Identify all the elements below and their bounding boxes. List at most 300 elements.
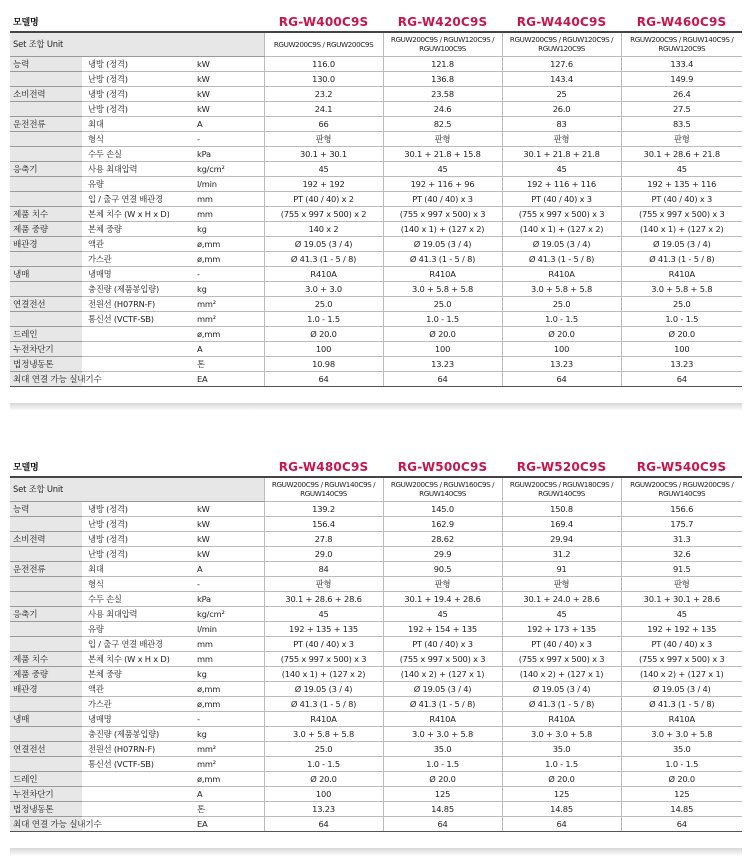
spec-value: 150.8 — [502, 501, 621, 516]
row-category: 누전차단기 — [10, 786, 82, 801]
row-subcategory — [82, 356, 194, 371]
table-row — [10, 206, 742, 221]
spec-value: 64 — [502, 371, 621, 386]
spec-value: 27.8 — [264, 531, 383, 546]
table-row — [10, 71, 742, 86]
table-row — [10, 786, 742, 801]
spec-value: 14.85 — [383, 801, 502, 816]
row-category — [10, 146, 82, 161]
spec-value: 45 — [264, 606, 383, 621]
spec-value: 1.0 - 1.5 — [264, 756, 383, 771]
spec-value: 판형 — [383, 131, 502, 146]
model-name: RG-W480C9S — [264, 457, 383, 477]
spec-value: 25 — [502, 86, 621, 101]
spec-value: (755 x 997 x 500) x 3 — [621, 206, 742, 221]
row-unit: kg — [194, 666, 264, 681]
row-category: 응축기 — [10, 606, 82, 621]
spec-value: 35.0 — [621, 741, 742, 756]
table-row — [10, 116, 742, 131]
spec-value: 1.0 - 1.5 — [621, 311, 742, 326]
spec-value: PT (40 / 40) x 3 — [264, 636, 383, 651]
spec-value: 31.2 — [502, 546, 621, 561]
row-category: 배관경 — [10, 681, 82, 696]
row-unit: mm — [194, 206, 264, 221]
set-unit-value: RGUW200C9S / RGUW140C9S / RGUW140C9S — [264, 477, 383, 501]
table-row — [10, 711, 742, 726]
spec-value: Ø 41.3 (1 - 5 / 8) — [502, 696, 621, 711]
row-subcategory — [82, 771, 194, 786]
spec-value: 83 — [502, 116, 621, 131]
row-unit: mm² — [194, 741, 264, 756]
table-row — [10, 741, 742, 756]
row-category: 응축기 — [10, 161, 82, 176]
row-subcategory: 냉방 (정격) — [82, 56, 194, 71]
row-unit: ø,mm — [194, 771, 264, 786]
table-row — [10, 771, 742, 786]
spec-value: 1.0 - 1.5 — [383, 311, 502, 326]
table-row — [10, 501, 742, 516]
row-subcategory: 수두 손실 — [82, 146, 194, 161]
row-unit: 톤 — [194, 801, 264, 816]
spec-value: 27.5 — [621, 101, 742, 116]
row-subcategory: 냉매명 — [82, 266, 194, 281]
spec-table-2 — [10, 457, 742, 832]
table-row — [10, 606, 742, 621]
row-subcategory: 본체 중량 — [82, 221, 194, 236]
row-unit: - — [194, 576, 264, 591]
spec-value: Ø 19.05 (3 / 4) — [383, 236, 502, 251]
spec-value: (140 x 2) + (127 x 1) — [621, 666, 742, 681]
row-category: 법정냉동톤 — [10, 801, 82, 816]
spec-value: 29.9 — [383, 546, 502, 561]
row-unit: mm² — [194, 311, 264, 326]
spec-value: R410A — [264, 711, 383, 726]
row-subcategory: 입 / 출구 연결 배관경 — [82, 191, 194, 206]
set-unit-value: RGUW200C9S / RGUW120C9S / RGUW100C9S — [383, 32, 502, 56]
spec-value: 13.23 — [621, 356, 742, 371]
row-subcategory: 가스관 — [82, 696, 194, 711]
spec-value: 91.5 — [621, 561, 742, 576]
spec-value: 45 — [383, 606, 502, 621]
row-subcategory: 사용 최대압력 — [82, 161, 194, 176]
row-subcategory: 냉매명 — [82, 711, 194, 726]
spec-value: Ø 20.0 — [621, 326, 742, 341]
table-row — [10, 801, 742, 816]
row-category — [10, 621, 82, 636]
row-category: 소비전력 — [10, 531, 82, 546]
row-subcategory: 최대 — [82, 116, 194, 131]
row-category — [10, 546, 82, 561]
row-unit: kg — [194, 726, 264, 741]
row-unit: kg — [194, 281, 264, 296]
row-unit: ø,mm — [194, 326, 264, 341]
model-name: RG-W500C9S — [383, 457, 502, 477]
spec-value: R410A — [383, 711, 502, 726]
table-row — [10, 636, 742, 651]
row-subcategory: 액관 — [82, 681, 194, 696]
spec-value: 30.1 + 24.0 + 28.6 — [502, 591, 621, 606]
row-subcategory: 수두 손실 — [82, 591, 194, 606]
spec-value: 64 — [621, 816, 742, 831]
spec-value: 45 — [383, 161, 502, 176]
row-category: 제품 중량 — [10, 666, 82, 681]
spec-value: 1.0 - 1.5 — [502, 311, 621, 326]
table-row — [10, 176, 742, 191]
row-subcategory — [82, 786, 194, 801]
spec-table-1 — [10, 12, 742, 387]
set-unit-row — [10, 477, 742, 501]
table-row — [10, 266, 742, 281]
row-subcategory: 가스관 — [82, 251, 194, 266]
row-category: 드레인 — [10, 771, 82, 786]
table-row — [10, 696, 742, 711]
spec-value: PT (40 / 40) x 3 — [383, 636, 502, 651]
spec-value: 판형 — [383, 576, 502, 591]
spec-value: 3.0 + 3.0 + 5.8 — [383, 726, 502, 741]
spec-value: 145.0 — [383, 501, 502, 516]
spec-value: (140 x 1) + (127 x 2) — [502, 221, 621, 236]
spec-value: 3.0 + 3.0 + 5.8 — [502, 726, 621, 741]
spec-value: Ø 41.3 (1 - 5 / 8) — [621, 696, 742, 711]
spec-value: PT (40 / 40) x 3 — [621, 636, 742, 651]
spec-value: 90.5 — [383, 561, 502, 576]
spec-value: 100 — [502, 341, 621, 356]
spec-value: Ø 41.3 (1 - 5 / 8) — [264, 696, 383, 711]
row-subcategory: 충진량 (제품봉입량) — [82, 726, 194, 741]
spec-value: PT (40 / 40) x 3 — [621, 191, 742, 206]
spec-value: PT (40 / 40) x 3 — [383, 191, 502, 206]
spec-value: 84 — [264, 561, 383, 576]
table-row — [10, 356, 742, 371]
set-unit-value: RGUW200C9S / RGUW200C9S / RGUW140C9S — [621, 477, 742, 501]
spec-value: 116.0 — [264, 56, 383, 71]
spec-value: 1.0 - 1.5 — [621, 756, 742, 771]
row-category — [10, 311, 82, 326]
spec-value: Ø 41.3 (1 - 5 / 8) — [383, 696, 502, 711]
table-row — [10, 146, 742, 161]
spec-value: 24.6 — [383, 101, 502, 116]
row-unit: kg/cm² — [194, 161, 264, 176]
model-name-label: 모델명 — [10, 12, 264, 32]
row-unit: - — [194, 266, 264, 281]
spec-value: 192 + 192 — [264, 176, 383, 191]
row-subcategory: 최대 — [82, 561, 194, 576]
table-row — [10, 56, 742, 71]
spec-value: 31.3 — [621, 531, 742, 546]
header-row — [10, 12, 742, 32]
spec-value: 30.1 + 30.1 + 28.6 — [621, 591, 742, 606]
row-subcategory: 난방 (정격) — [82, 516, 194, 531]
set-unit-label: Set 조합 Unit — [10, 32, 264, 56]
spec-value: PT (40 / 40) x 3 — [502, 191, 621, 206]
row-unit: kW — [194, 56, 264, 71]
spec-value: 45 — [264, 161, 383, 176]
spec-value: Ø 41.3 (1 - 5 / 8) — [502, 251, 621, 266]
spec-value: 192 + 135 + 135 — [264, 621, 383, 636]
row-unit: ø,mm — [194, 236, 264, 251]
row-category — [10, 756, 82, 771]
spec-value: 판형 — [502, 131, 621, 146]
table-row — [10, 311, 742, 326]
spec-value: 83.5 — [621, 116, 742, 131]
spec-value: 64 — [502, 816, 621, 831]
model-name-label: 모델명 — [10, 457, 264, 477]
spec-value: 30.1 + 21.8 + 15.8 — [383, 146, 502, 161]
table-row — [10, 726, 742, 741]
row-category: 누전차단기 — [10, 341, 82, 356]
row-unit: mm — [194, 636, 264, 651]
table-row — [10, 666, 742, 681]
row-subcategory: 통신선 (VCTF-SB) — [82, 311, 194, 326]
row-unit: l/min — [194, 176, 264, 191]
row-subcategory — [82, 326, 194, 341]
set-unit-value: RGUW200C9S / RGUW200C9S — [264, 32, 383, 56]
table-1-bottom-shadow — [10, 403, 742, 411]
row-unit: kW — [194, 531, 264, 546]
spec-value: 13.23 — [383, 356, 502, 371]
row-subcategory: 난방 (정격) — [82, 101, 194, 116]
row-unit: A — [194, 341, 264, 356]
spec-value: (140 x 1) + (127 x 2) — [264, 666, 383, 681]
table-row — [10, 681, 742, 696]
row-category — [10, 726, 82, 741]
spec-value: Ø 20.0 — [621, 771, 742, 786]
model-name: RG-W460C9S — [621, 12, 742, 32]
row-category: 냉매 — [10, 711, 82, 726]
spec-value: 100 — [264, 341, 383, 356]
spec-value: (755 x 997 x 500) x 3 — [502, 206, 621, 221]
spec-value: R410A — [383, 266, 502, 281]
spec-value: Ø 19.05 (3 / 4) — [264, 681, 383, 696]
row-category: 냉매 — [10, 266, 82, 281]
row-category — [10, 591, 82, 606]
row-unit: kPa — [194, 591, 264, 606]
set-unit-value: RGUW200C9S / RGUW120C9S / RGUW120C9S — [502, 32, 621, 56]
table-row — [10, 516, 742, 531]
spec-value: 136.8 — [383, 71, 502, 86]
row-unit: ø,mm — [194, 696, 264, 711]
spec-value: 24.1 — [264, 101, 383, 116]
row-subcategory: 유량 — [82, 621, 194, 636]
spec-value: Ø 20.0 — [264, 326, 383, 341]
row-category: 최대 연결 가능 실내기수 — [10, 371, 82, 386]
row-category: 제품 치수 — [10, 206, 82, 221]
row-subcategory: 충진량 (제품봉입량) — [82, 281, 194, 296]
spec-value: 192 + 154 + 135 — [383, 621, 502, 636]
table-row — [10, 281, 742, 296]
row-unit: kW — [194, 516, 264, 531]
spec-value: 25.0 — [264, 741, 383, 756]
row-unit: kg/cm² — [194, 606, 264, 621]
spec-value: 3.0 + 5.8 + 5.8 — [621, 281, 742, 296]
table-row — [10, 251, 742, 266]
row-category — [10, 131, 82, 146]
spec-value: 25.0 — [383, 296, 502, 311]
table-row — [10, 816, 742, 831]
spec-value: 32.6 — [621, 546, 742, 561]
row-subcategory: 입 / 출구 연결 배관경 — [82, 636, 194, 651]
spec-value: 64 — [383, 371, 502, 386]
spec-value: 13.23 — [264, 801, 383, 816]
row-category: 최대 연결 가능 실내기수 — [10, 816, 82, 831]
row-category: 운전전류 — [10, 116, 82, 131]
spec-value: 45 — [621, 606, 742, 621]
spec-value: 3.0 + 5.8 + 5.8 — [502, 281, 621, 296]
spec-value: 30.1 + 30.1 — [264, 146, 383, 161]
spec-value: 판형 — [264, 131, 383, 146]
spec-value: 23.2 — [264, 86, 383, 101]
spec-value: (140 x 2) + (127 x 1) — [502, 666, 621, 681]
row-subcategory — [82, 801, 194, 816]
row-unit: kW — [194, 546, 264, 561]
row-unit: mm — [194, 651, 264, 666]
spec-value: (755 x 997 x 500) x 3 — [502, 651, 621, 666]
table-row — [10, 651, 742, 666]
spec-value: 판형 — [502, 576, 621, 591]
spec-value: 91 — [502, 561, 621, 576]
row-subcategory: 사용 최대압력 — [82, 606, 194, 621]
spec-value: R410A — [621, 266, 742, 281]
table-2-bottom-shadow — [10, 848, 742, 856]
table-row — [10, 326, 742, 341]
spec-value: 35.0 — [383, 741, 502, 756]
spec-value: 121.8 — [383, 56, 502, 71]
row-category — [10, 696, 82, 711]
row-unit: A — [194, 561, 264, 576]
spec-value: 192 + 116 + 96 — [383, 176, 502, 191]
table-row — [10, 131, 742, 146]
spec-value: 판형 — [621, 576, 742, 591]
spec-value: PT (40 / 40) x 2 — [264, 191, 383, 206]
model-name: RG-W440C9S — [502, 12, 621, 32]
row-subcategory: 본체 치수 (W x H x D) — [82, 206, 194, 221]
spec-value: Ø 20.0 — [383, 326, 502, 341]
spec-value: 25.0 — [502, 296, 621, 311]
spec-value: 64 — [264, 816, 383, 831]
set-unit-value: RGUW200C9S / RGUW140C9S / RGUW120C9S — [621, 32, 742, 56]
row-category: 법정냉동톤 — [10, 356, 82, 371]
spec-value: 192 + 173 + 135 — [502, 621, 621, 636]
spec-value: (755 x 997 x 500) x 3 — [383, 206, 502, 221]
row-unit: EA — [194, 816, 264, 831]
row-subcategory: 냉방 (정격) — [82, 501, 194, 516]
spec-value: (755 x 997 x 500) x 3 — [264, 651, 383, 666]
spec-value: 30.1 + 28.6 + 21.8 — [621, 146, 742, 161]
row-subcategory: 본체 치수 (W x H x D) — [82, 651, 194, 666]
row-subcategory: 통신선 (VCTF-SB) — [82, 756, 194, 771]
spec-value: 192 + 192 + 135 — [621, 621, 742, 636]
table-row — [10, 576, 742, 591]
spec-value: 82.5 — [383, 116, 502, 131]
row-category: 능력 — [10, 56, 82, 71]
spec-value: 25.0 — [621, 296, 742, 311]
row-category: 드레인 — [10, 326, 82, 341]
spec-value: 192 + 116 + 116 — [502, 176, 621, 191]
spec-value: 10.98 — [264, 356, 383, 371]
table-row — [10, 236, 742, 251]
model-name: RG-W540C9S — [621, 457, 742, 477]
spec-value: Ø 19.05 (3 / 4) — [264, 236, 383, 251]
spec-value: R410A — [621, 711, 742, 726]
table-row — [10, 86, 742, 101]
row-unit: l/min — [194, 621, 264, 636]
spec-value: 판형 — [621, 131, 742, 146]
spec-value: 156.6 — [621, 501, 742, 516]
row-unit: mm — [194, 191, 264, 206]
spec-value: 판형 — [264, 576, 383, 591]
table-row — [10, 591, 742, 606]
table-row — [10, 371, 742, 386]
row-unit: kW — [194, 71, 264, 86]
spec-value: 14.85 — [502, 801, 621, 816]
row-unit: kW — [194, 501, 264, 516]
spec-value: 143.4 — [502, 71, 621, 86]
spec-value: Ø 19.05 (3 / 4) — [502, 236, 621, 251]
row-category: 제품 치수 — [10, 651, 82, 666]
spec-value: 29.94 — [502, 531, 621, 546]
row-unit: kg — [194, 221, 264, 236]
row-unit: kW — [194, 101, 264, 116]
spec-value: 35.0 — [502, 741, 621, 756]
spec-value: 149.9 — [621, 71, 742, 86]
spec-value: 162.9 — [383, 516, 502, 531]
spec-value: PT (40 / 40) x 3 — [502, 636, 621, 651]
spec-value: 64 — [264, 371, 383, 386]
spec-value: 130.0 — [264, 71, 383, 86]
spec-value: 30.1 + 21.8 + 21.8 — [502, 146, 621, 161]
spec-value: R410A — [502, 266, 621, 281]
spec-value: 23.58 — [383, 86, 502, 101]
spec-value: 156.4 — [264, 516, 383, 531]
spec-value: 192 + 135 + 116 — [621, 176, 742, 191]
set-unit-value: RGUW200C9S / RGUW160C9S / RGUW140C9S — [383, 477, 502, 501]
row-unit: - — [194, 711, 264, 726]
row-category — [10, 281, 82, 296]
spec-value: Ø 20.0 — [383, 771, 502, 786]
model-name: RG-W400C9S — [264, 12, 383, 32]
table-row — [10, 221, 742, 236]
spec-value: (755 x 997 x 500) x 3 — [383, 651, 502, 666]
spec-value: 45 — [621, 161, 742, 176]
spec-value: 30.1 + 28.6 + 28.6 — [264, 591, 383, 606]
row-unit: A — [194, 116, 264, 131]
table-row — [10, 561, 742, 576]
spec-value: R410A — [502, 711, 621, 726]
row-category — [10, 251, 82, 266]
spec-value: 14.85 — [621, 801, 742, 816]
spec-value: 139.2 — [264, 501, 383, 516]
row-subcategory: 형식 — [82, 131, 194, 146]
model-name: RG-W420C9S — [383, 12, 502, 32]
spec-value: 127.6 — [502, 56, 621, 71]
row-unit: EA — [194, 371, 264, 386]
set-unit-row — [10, 32, 742, 56]
row-subcategory: 유량 — [82, 176, 194, 191]
spec-value: Ø 19.05 (3 / 4) — [502, 681, 621, 696]
row-subcategory: 전원선 (H07RN-F) — [82, 741, 194, 756]
model-name: RG-W520C9S — [502, 457, 621, 477]
row-category — [10, 71, 82, 86]
row-category — [10, 576, 82, 591]
row-category — [10, 101, 82, 116]
spec-value: 100 — [383, 341, 502, 356]
set-unit-label: Set 조합 Unit — [10, 477, 264, 501]
spec-value: Ø 20.0 — [502, 326, 621, 341]
spec-value: 64 — [621, 371, 742, 386]
table-row — [10, 101, 742, 116]
table-row — [10, 191, 742, 206]
row-category: 연결전선 — [10, 296, 82, 311]
